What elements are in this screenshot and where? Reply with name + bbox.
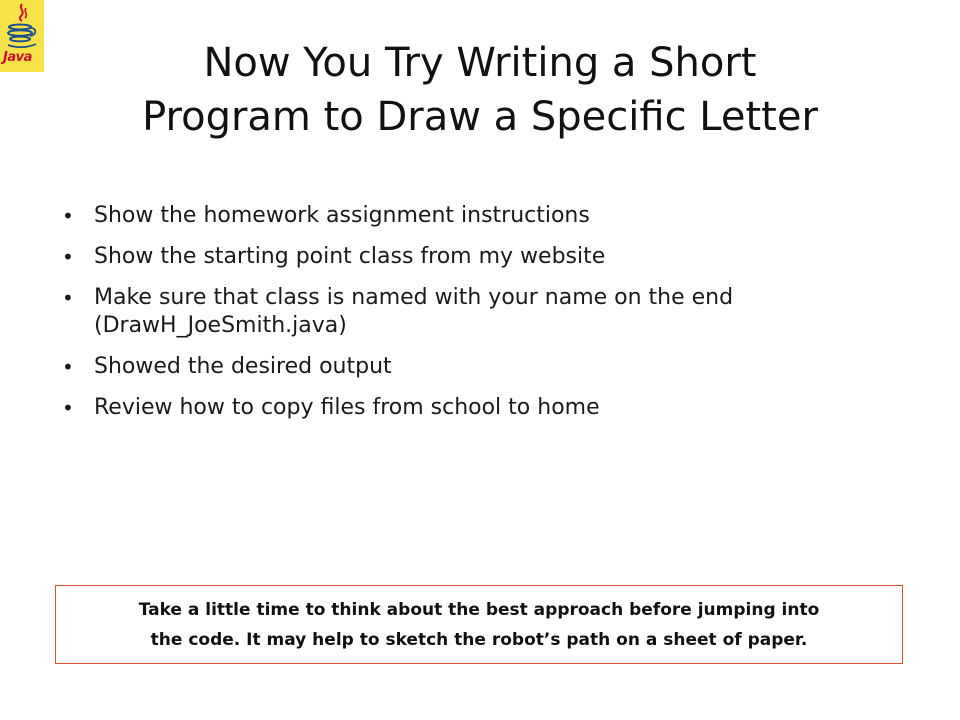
bullet-list — [60, 202, 880, 435]
bullet-item — [60, 353, 880, 381]
bullet-dot-icon: • — [62, 245, 74, 269]
slide-title — [60, 36, 900, 144]
java-logo-text: Java — [3, 50, 32, 65]
bullet-dot-icon: • — [62, 355, 74, 379]
bullet-text: Showed the desired output — [94, 354, 392, 379]
tip-callout-box — [55, 585, 903, 664]
bullet-text: Show the starting point class from my website — [94, 244, 606, 269]
bullet-text: Review how to copy files from school to home — [94, 395, 600, 420]
bullet-text: Make sure that class is named with your name on the end (DrawH_JoeSmith.java) — [94, 285, 734, 338]
java-logo — [0, 0, 44, 72]
title-line-1: Now You Try Writing a Short — [203, 40, 757, 86]
bullet-item — [60, 202, 880, 230]
tip-line-1: Take a little time to think about the best approach before jumping into — [138, 600, 820, 620]
java-coffee-cup-icon — [0, 0, 44, 50]
title-line-2: Program to Draw a Specific Letter — [142, 94, 818, 140]
bullet-text: Show the homework assignment instructions — [94, 203, 590, 228]
bullet-dot-icon: • — [62, 286, 74, 310]
bullet-dot-icon: • — [62, 396, 74, 420]
tip-line-2: the code. It may help to sketch the robot’s path on a sheet of paper. — [150, 630, 808, 650]
bullet-item — [60, 284, 880, 340]
bullet-dot-icon: • — [62, 204, 74, 228]
bullet-item — [60, 243, 880, 271]
bullet-item — [60, 394, 880, 422]
